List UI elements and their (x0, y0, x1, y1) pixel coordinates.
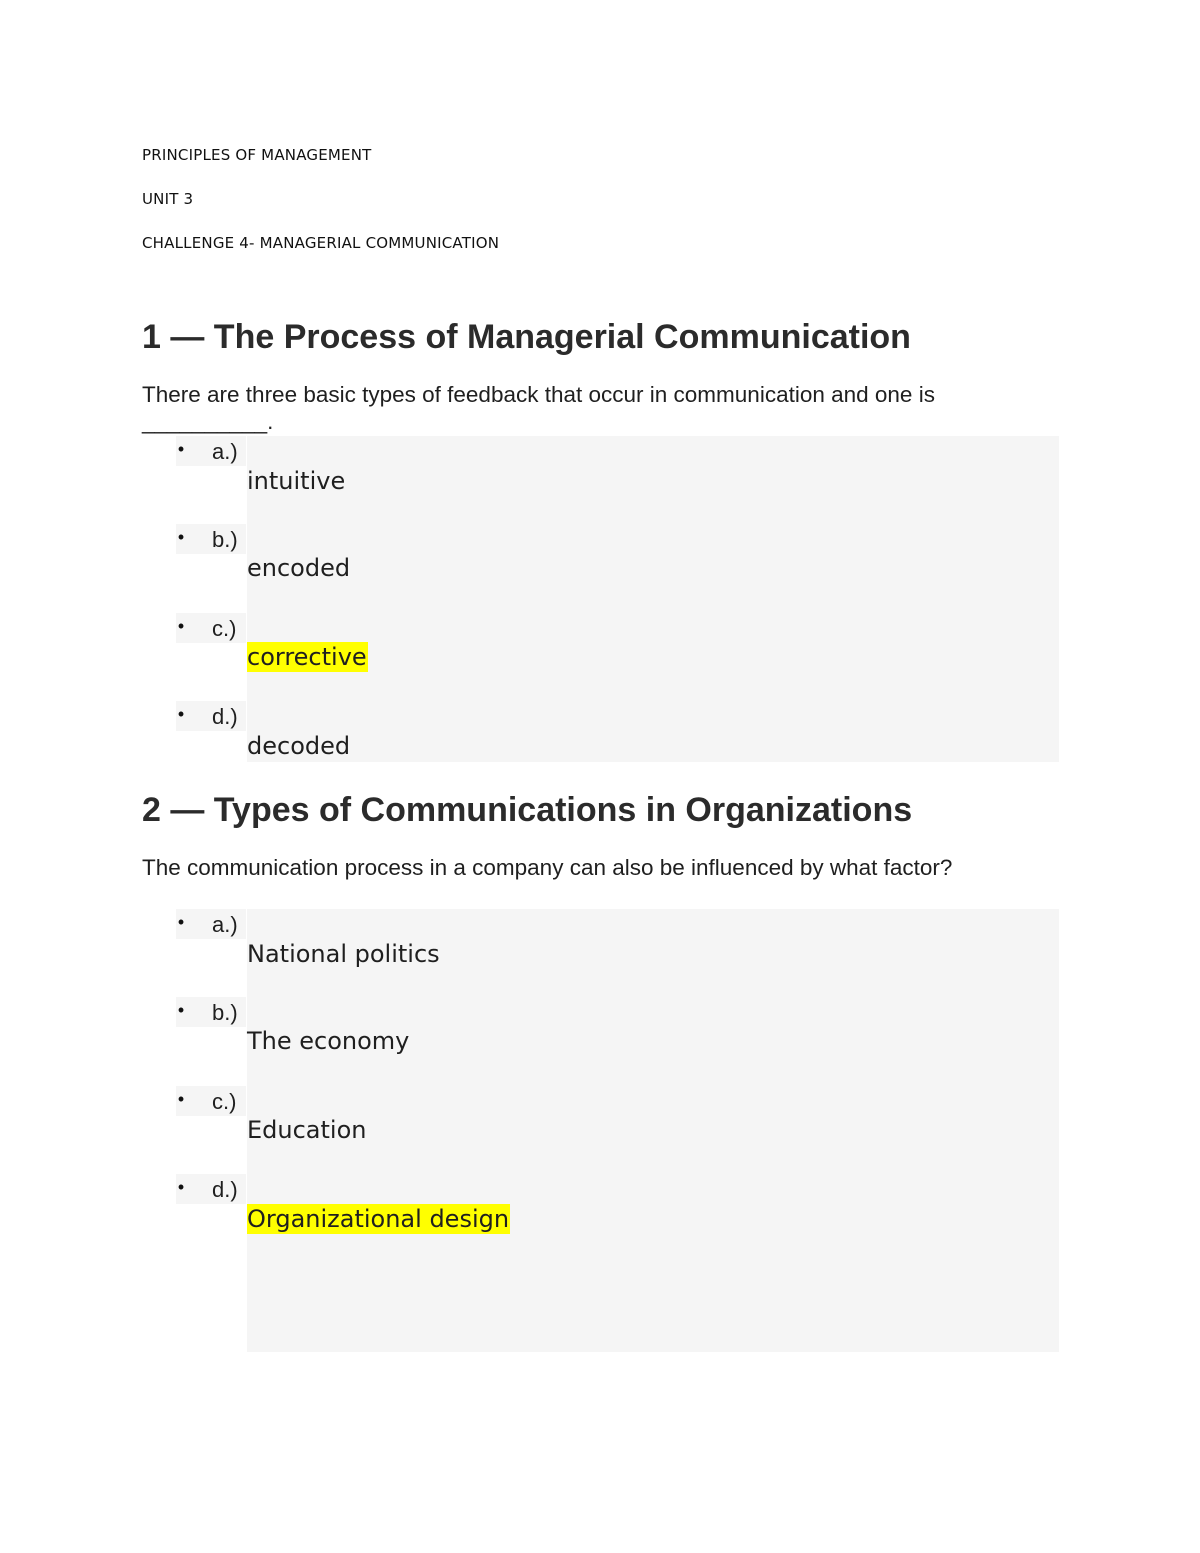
option-letter: b.) (212, 527, 238, 552)
bullet-icon: • (177, 1089, 185, 1109)
bullet-icon: • (177, 912, 185, 932)
bullet-icon: • (177, 1000, 185, 1020)
bullet-icon: • (177, 527, 185, 547)
bullet-icon: • (177, 439, 185, 459)
option-letter: b.) (212, 1000, 238, 1025)
question-1-heading: 1 — The Process of Managerial Communication (142, 318, 911, 356)
q2-option-d-text-highlighted[interactable]: Organizational design (247, 1205, 510, 1233)
option-letter: d.) (212, 1177, 238, 1202)
q1-option-d-label[interactable] (176, 701, 246, 731)
challenge-title: CHALLENGE 4- MANAGERIAL COMMUNICATION (142, 234, 500, 252)
question-1-answer-panel (247, 436, 1059, 762)
option-letter: d.) (212, 704, 238, 729)
option-letter: c.) (212, 616, 237, 641)
q1-option-a-text[interactable]: intuitive (247, 467, 346, 495)
question-2-heading: 2 — Types of Communications in Organizations (142, 791, 913, 829)
q2-option-c-label[interactable] (176, 1086, 246, 1116)
question-1-prompt: There are three basic types of feedback that occur in communication and one is __________. (142, 382, 935, 434)
q2-option-b-label[interactable] (176, 997, 246, 1027)
q1-option-c-label[interactable] (176, 613, 246, 643)
q2-option-a-text[interactable]: National politics (247, 940, 440, 968)
q2-option-a-label[interactable] (176, 909, 246, 939)
question-2-answer-panel (247, 909, 1059, 1352)
bullet-icon: • (177, 704, 185, 724)
q2-option-d-label[interactable] (176, 1174, 246, 1204)
option-letter: c.) (212, 1089, 237, 1114)
q1-option-d-text[interactable]: decoded (247, 732, 351, 760)
option-letter: a.) (212, 912, 238, 937)
course-title: PRINCIPLES OF MANAGEMENT (142, 146, 372, 164)
q1-option-a-label[interactable] (176, 436, 246, 466)
q2-option-c-text[interactable]: Education (247, 1116, 367, 1144)
option-letter: a.) (212, 439, 238, 464)
q1-option-c-text-highlighted[interactable]: corrective (247, 643, 367, 671)
bullet-icon: • (177, 616, 185, 636)
unit-label: UNIT 3 (142, 190, 194, 208)
q1-option-b-label[interactable] (176, 524, 246, 554)
question-2-prompt: The communication process in a company can also be influenced by what factor? (142, 855, 953, 880)
bullet-icon: • (177, 1177, 185, 1197)
q2-option-b-text[interactable]: The economy (247, 1027, 410, 1055)
q1-option-b-text[interactable]: encoded (247, 554, 351, 582)
